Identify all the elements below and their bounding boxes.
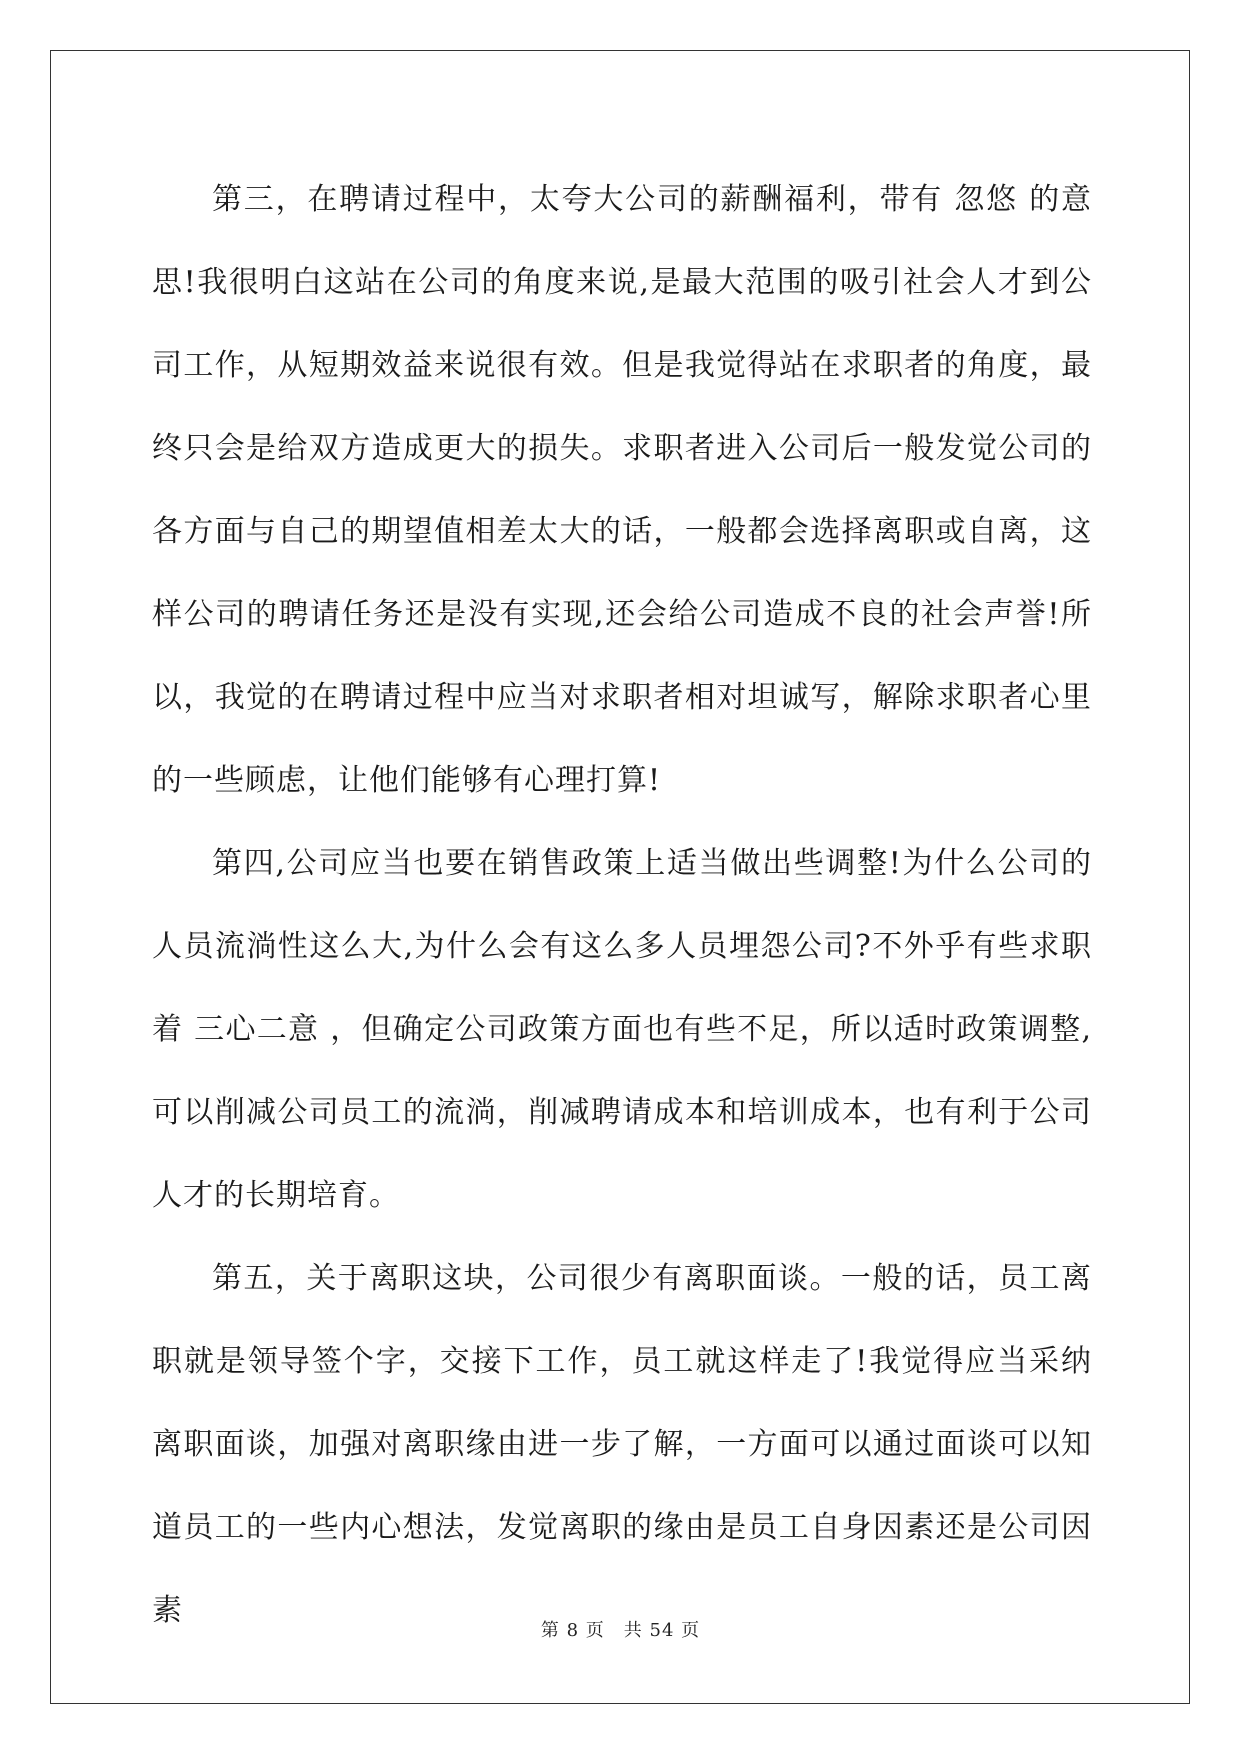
document-body: [152, 158, 1092, 1652]
paragraph-fourth-point: 第四,公司应当也要在销售政策上适当做出些调整!为什么公司的人员流淌性这么大,为什么会有这么多人员埋怨公司?不外乎有些求职着 三心二意 ，但确定公司政策方面也有些不足，所以适时政策调整,可以削减公司员工的流淌，削减聘请成本和培训成本，也有利于公司人才的长期培育。: [152, 846, 1092, 1213]
page-number-footer: 第 8 页 共 54 页: [540, 1620, 701, 1641]
paragraph-third-point: 第三，在聘请过程中，太夸大公司的薪酬福利，带有 忽悠 的意思!我很明白这站在公司的角度来说,是最大范围的吸引社会人才到公司工作，从短期效益来说很有效。但是我觉得站在求职者的角度，最终只会是给双方造成更大的损失。求职者进入公司后一般发觉公司的各方面与自己的期望值相差太大的话，一般都会选择离职或自离，这样公司的聘请任务还是没有实现,还会给公司造成不良的社会声誉!所以，我觉的在聘请过程中应当对求职者相对坦诚写，解除求职者心里的一些顾虑，让他们能够有心理打算!: [152, 182, 1092, 798]
paragraph-fifth-point: 第五，关于离职这块，公司很少有离职面谈。一般的话，员工离职就是领导签个字，交接下工作，员工就这样走了!我觉得应当采纳离职面谈，加强对离职缘由进一步了解，一方面可以通过面谈可以知道员工的一些内心想法，发觉离职的缘由是员工自身因素还是公司因素: [152, 1261, 1092, 1628]
